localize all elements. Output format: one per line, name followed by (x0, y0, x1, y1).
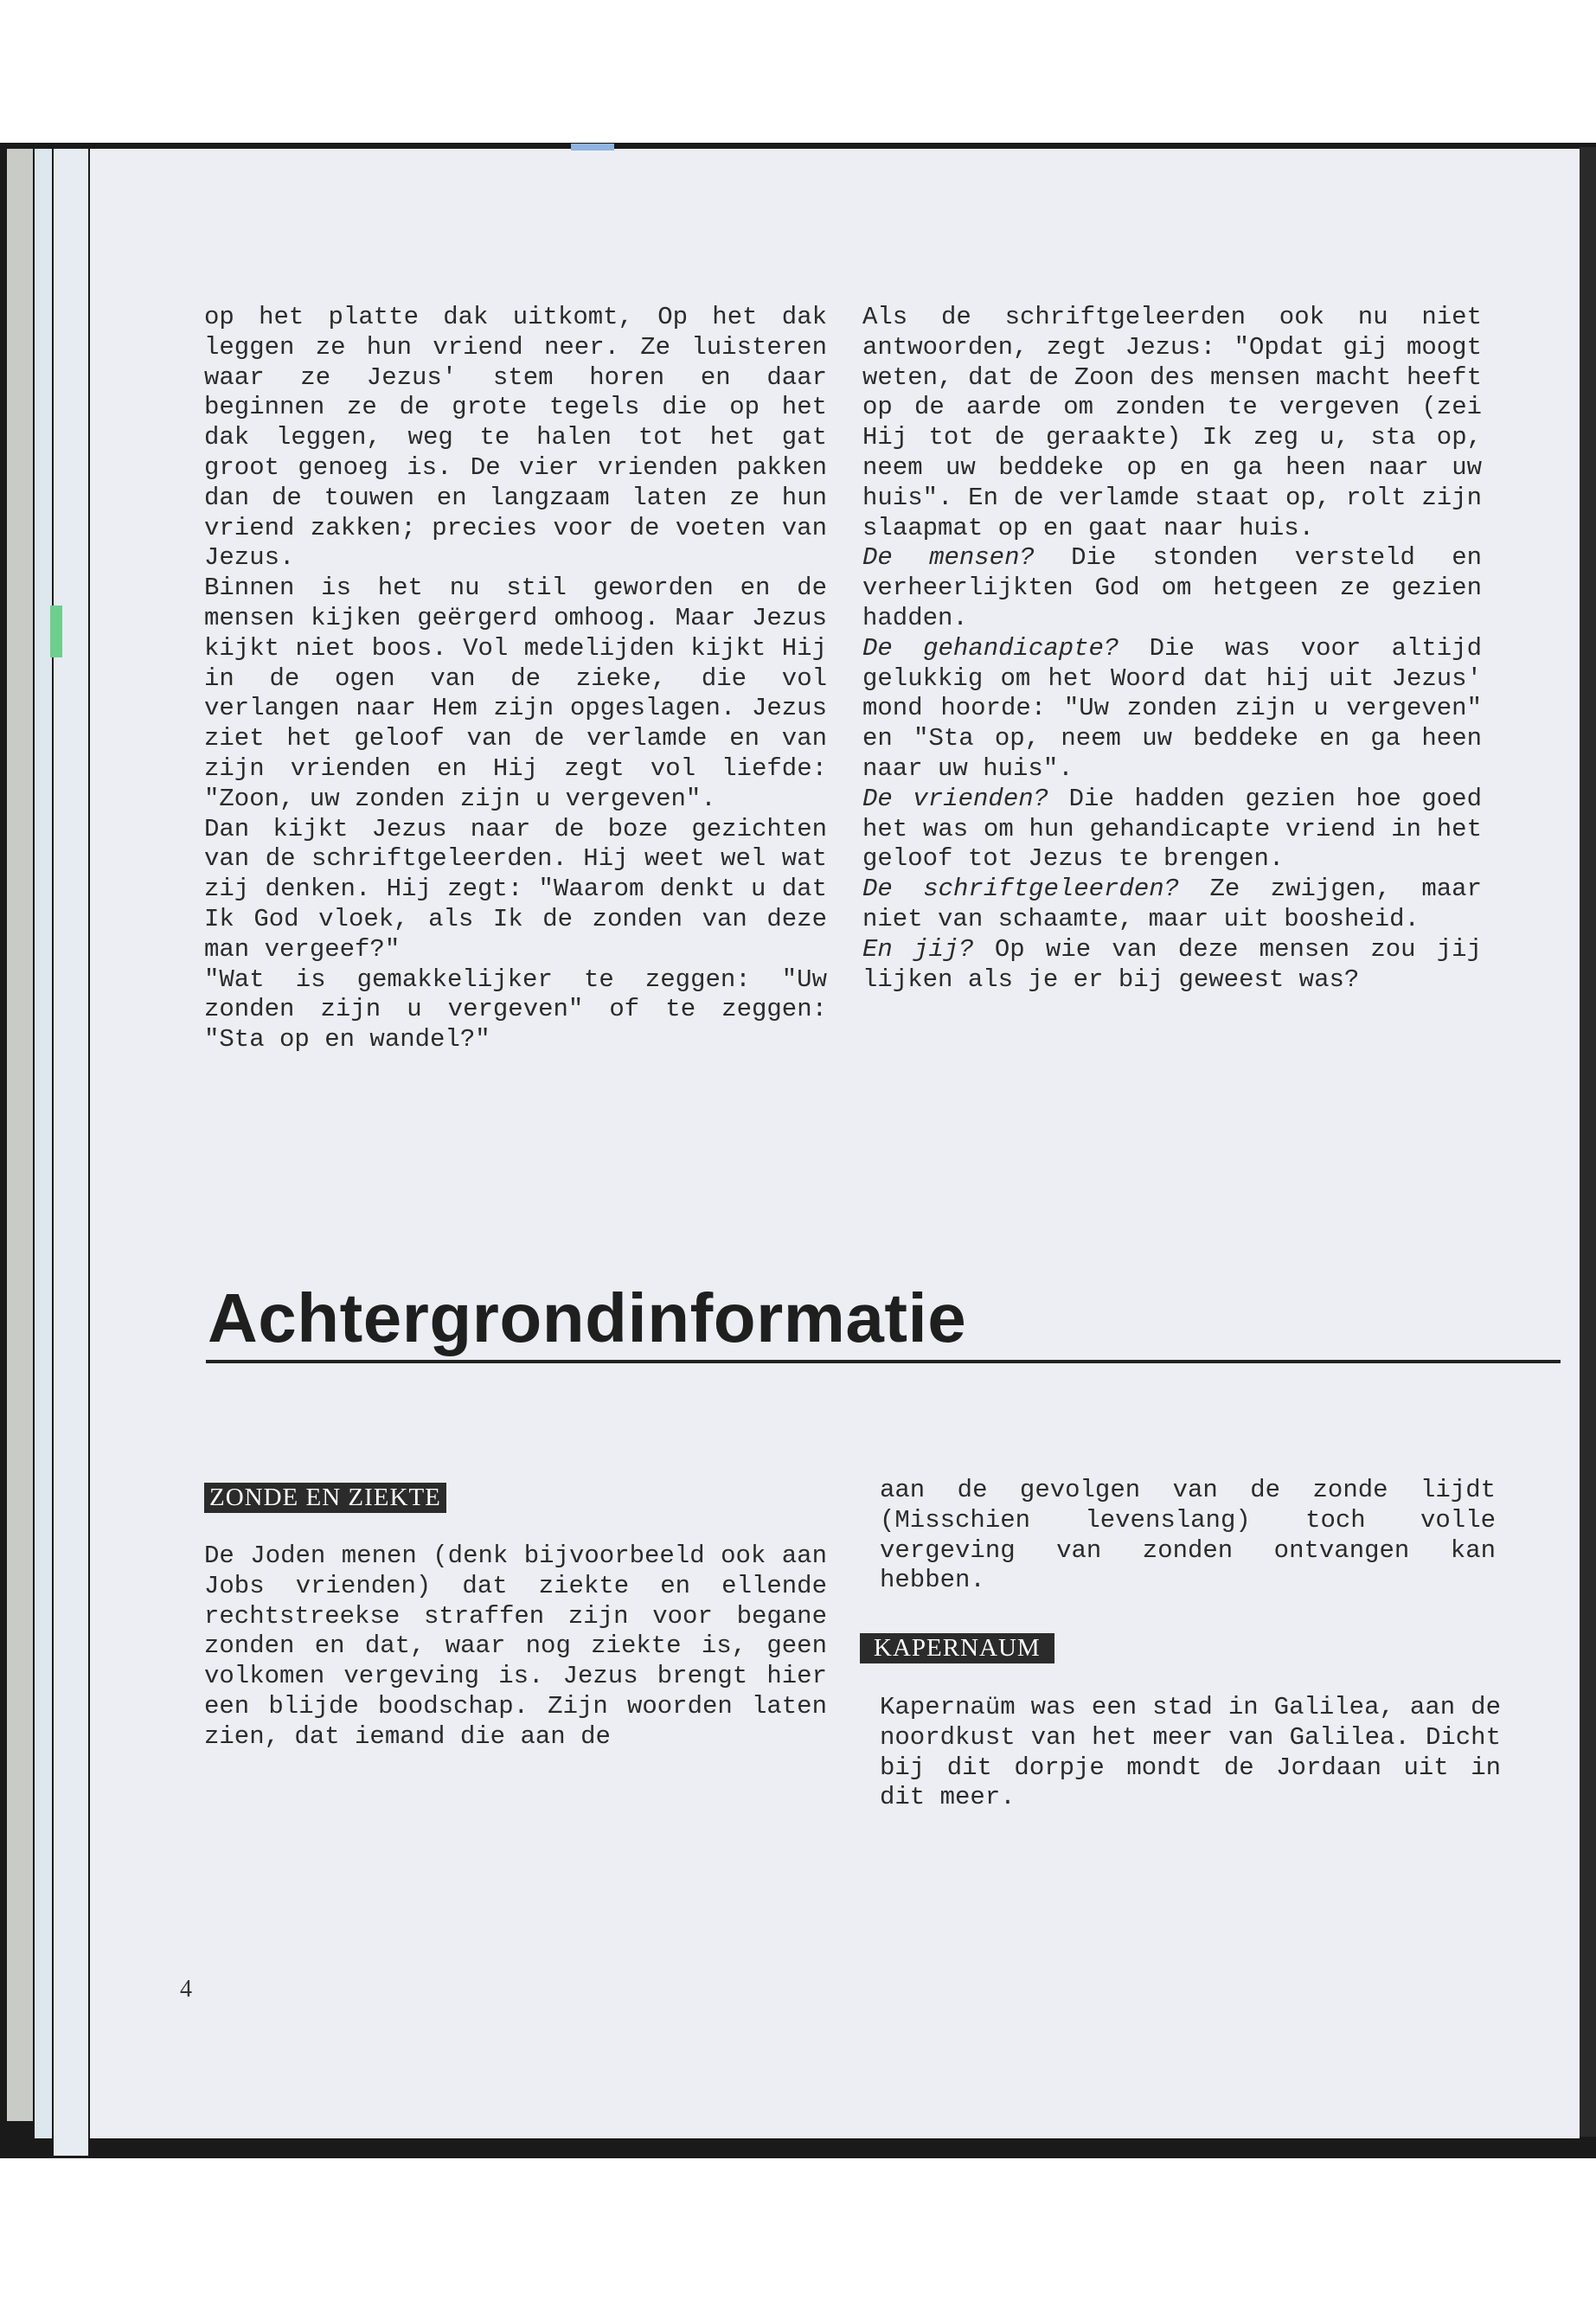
reflection-lead: De schriftgeleerden? (862, 875, 1180, 904)
zonde-text: De Joden menen (denk bijvoorbeeld ook aan Jobs vrienden) dat ziekte en ellende rechtstreekse straffen zijn voor begane zonden en dat, waar nog ziekte is, geen volkomen vergeving is. Jezus brengt hier een blijde boodschap. Zijn woorden laten zien, dat iemand die aan de (204, 1541, 827, 1751)
reflection-item (862, 543, 1482, 633)
reflection-lead: De gehandicapte? (862, 633, 1119, 663)
heading-rule (206, 1360, 1561, 1363)
story-paragraph: Als de schriftgeleerden ook nu niet antwoorden, zegt Jezus: "Opdat gij moogt weten, dat de Zoon des mensen macht heeft op de aarde om zonden te vergeven (zei Hij tot de geraakte) Ik zeg u, sta op, neem uw beddeke op en ga heen naar uw huis". En de verlamde staat op, rolt zijn slaapmat op en gaat naar huis. (862, 303, 1482, 542)
zonde-continued-text: aan de gevolgen van de zonde lijdt (Misschien levenslang) toch volle vergeving van zonden ontvangen kan hebben. (880, 1476, 1496, 1595)
story-paragraph: Binnen is het nu stil geworden en de mensen kijken geërgerd omhoog. Maar Jezus kijkt niet boos. Vol medelijden kijkt Hij in de ogen van de zieke, die vol verlangen naar Hem zijn opgeslagen. Jezus ziet het geloof van de verlamde en van zijn vrienden en Hij zegt vol liefde: "Zoon, uw zonden zijn u vergeven". (204, 574, 827, 813)
story-right-column (862, 303, 1482, 995)
page-gutter (1580, 147, 1596, 2137)
story-paragraph: "Wat is gemakkelijker te zeggen: "Uw zonden zijn u vergeven" of te zeggen: "Sta op en wandel?" (204, 965, 827, 1054)
reflection-text: Ze zwijgen, maar niet van schaamte, maar uit boosheid. (862, 875, 1482, 933)
reflection-lead: De mensen? (862, 543, 1035, 573)
reflection-lead: En jij? (862, 934, 974, 964)
page-number: 4 (180, 1976, 192, 2003)
reflection-text: Die hadden gezien hoe goed het was om hun gehandicapte vriend in het geloof tot Jezus te brengen. (862, 784, 1482, 874)
reflection-lead: De vrienden? (862, 784, 1049, 813)
reflection-text: Op wie van deze mensen zou jij lijken als je er bij geweest was? (862, 934, 1482, 994)
page-edge (54, 149, 88, 2156)
reflection-item (862, 875, 1482, 935)
reflection-text: Die was voor altijd gelukkig om het Woord dat hij uit Jezus' mond hoorde: "Uw zonden zijn u vergeven" en "Sta op, neem uw beddeke en ga heen naar uw huis". (862, 633, 1482, 783)
page-edge (7, 149, 33, 2121)
tab-marker (50, 606, 62, 657)
reflection-item (862, 634, 1482, 785)
story-paragraph: op het platte dak uitkomt, Op het dak leggen ze hun vriend neer. Ze luisteren waar ze Jezus' stem horen en daar beginnen ze de grote tegels die op het dak leggen, weg te halen tot het gat groot genoeg is. De vier vrienden pakken dan de touwen en langzaam laten ze hun vriend zakken; precies voor de voeten van Jezus. (204, 303, 827, 573)
kapernaum-text: Kapernaüm was een stad in Galilea, aan de noordkust van het meer van Galilea. Dicht bij dit dorpje mondt de Jordaan uit in dit meer. (880, 1693, 1501, 1812)
story-left-column (204, 303, 827, 1055)
section-heading: Achtergrondinformatie (208, 1279, 967, 1356)
kapernaum-label: KAPERNAUM (860, 1633, 1054, 1663)
zonde-label: ZONDE EN ZIEKTE (204, 1483, 446, 1513)
reflection-item (862, 935, 1482, 996)
story-paragraph: Dan kijkt Jezus naar de boze gezichten van de schriftgeleerden. Hij weet wel wat zij denken. Hij zegt: "Waarom denkt u dat Ik God vloek, als Ik de zonden van deze man vergeef?" (204, 814, 827, 964)
tab-marker (571, 144, 614, 151)
reflection-item (862, 785, 1482, 875)
page-edge (35, 149, 52, 2138)
reflection-text: Die stonden versteld en verheerlijkten God om hetgeen ze gezien hadden. (862, 543, 1482, 632)
